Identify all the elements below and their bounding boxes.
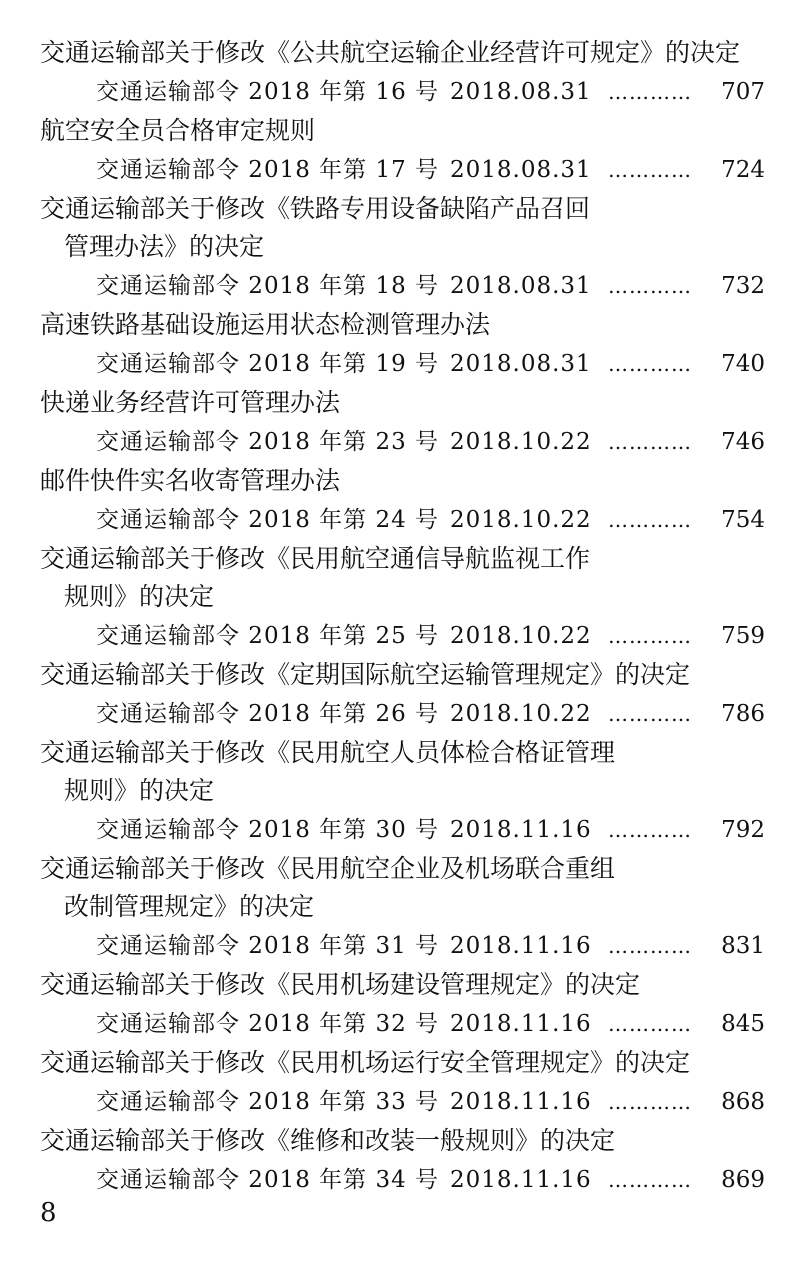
toc-entry — [40, 734, 765, 850]
entry-reference-line — [40, 616, 765, 656]
entry-reference-line — [40, 422, 765, 462]
toc-entry — [40, 306, 765, 384]
entry-reference-line — [40, 926, 765, 966]
entry-title: 交通运输部关于修改《铁路专用设备缺陷产品召回 — [40, 194, 591, 223]
entry-reference-line — [40, 1160, 765, 1200]
entry-title: 交通运输部关于修改《公共航空运输企业经营许可规定》的决定 — [40, 38, 741, 67]
entry-reference-line — [40, 810, 765, 850]
entry-reference-line — [40, 150, 765, 190]
dot-leader: ………… — [608, 274, 692, 298]
page-reference: 831 — [721, 933, 765, 959]
toc-entry — [40, 34, 765, 112]
decree-number: 交通运输部令 2018 年第 30 号 — [96, 817, 440, 843]
dot-leader: ………… — [608, 352, 692, 376]
decree-number: 交通运输部令 2018 年第 34 号 — [96, 1167, 440, 1193]
decree-number: 交通运输部令 2018 年第 17 号 — [96, 157, 440, 183]
entry-title-continuation: 改制管理规定》的决定 — [64, 892, 315, 921]
toc-entry — [40, 384, 765, 462]
decree-number: 交通运输部令 2018 年第 23 号 — [96, 429, 440, 455]
entry-reference-line — [40, 72, 765, 112]
decree-number: 交通运输部令 2018 年第 26 号 — [96, 701, 440, 727]
entry-title: 交通运输部关于修改《民用机场运行安全管理规定》的决定 — [40, 1048, 691, 1077]
dot-leader: ………… — [608, 624, 692, 648]
entry-title: 高速铁路基础设施运用状态检测管理办法 — [40, 310, 491, 339]
toc-entry — [40, 462, 765, 540]
entry-reference-line — [40, 344, 765, 384]
page-reference: 740 — [721, 351, 765, 377]
decree-number: 交通运输部令 2018 年第 32 号 — [96, 1011, 440, 1037]
toc-entry — [40, 966, 765, 1044]
page-reference: 786 — [721, 701, 765, 727]
decree-date: 2018.08.31 — [450, 273, 592, 299]
toc-entry — [40, 656, 765, 734]
decree-date: 2018.11.16 — [450, 817, 592, 843]
entry-title-continuation: 管理办法》的决定 — [64, 232, 265, 261]
page-reference: 746 — [721, 429, 765, 455]
dot-leader: ………… — [608, 158, 692, 182]
decree-number: 交通运输部令 2018 年第 31 号 — [96, 933, 440, 959]
dot-leader: ………… — [608, 1012, 692, 1036]
decree-number: 交通运输部令 2018 年第 18 号 — [96, 273, 440, 299]
decree-date: 2018.08.31 — [450, 79, 592, 105]
page-reference: 845 — [721, 1011, 765, 1037]
dot-leader: ………… — [608, 508, 692, 532]
toc-entry — [40, 1044, 765, 1122]
entry-reference-line — [40, 266, 765, 306]
dot-leader: ………… — [608, 430, 692, 454]
table-of-contents — [40, 34, 765, 1200]
decree-date: 2018.10.22 — [450, 429, 592, 455]
decree-date: 2018.11.16 — [450, 1167, 592, 1193]
decree-number: 交通运输部令 2018 年第 25 号 — [96, 623, 440, 649]
dot-leader: ………… — [608, 934, 692, 958]
entry-reference-line — [40, 694, 765, 734]
dot-leader: ………… — [608, 1090, 692, 1114]
decree-number: 交通运输部令 2018 年第 33 号 — [96, 1089, 440, 1115]
toc-entry — [40, 850, 765, 966]
decree-date: 2018.08.31 — [450, 157, 592, 183]
entry-title: 交通运输部关于修改《民用航空人员体检合格证管理 — [40, 738, 616, 767]
decree-number: 交通运输部令 2018 年第 24 号 — [96, 507, 440, 533]
toc-entry — [40, 112, 765, 190]
entry-title: 邮件快件实名收寄管理办法 — [40, 466, 341, 495]
toc-entry — [40, 190, 765, 306]
page-number: 8 — [40, 1198, 57, 1228]
page-reference: 707 — [721, 79, 765, 105]
decree-number: 交通运输部令 2018 年第 19 号 — [96, 351, 440, 377]
page-reference: 792 — [721, 817, 765, 843]
entry-title: 交通运输部关于修改《民用机场建设管理规定》的决定 — [40, 970, 641, 999]
decree-date: 2018.10.22 — [450, 623, 592, 649]
decree-date: 2018.11.16 — [450, 1011, 592, 1037]
dot-leader: ………… — [608, 80, 692, 104]
dot-leader: ………… — [608, 1168, 692, 1192]
decree-date: 2018.10.22 — [450, 507, 592, 533]
toc-entry — [40, 1122, 765, 1200]
entry-reference-line — [40, 1004, 765, 1044]
page-reference: 754 — [721, 507, 765, 533]
decree-date: 2018.11.16 — [450, 933, 592, 959]
entry-title: 交通运输部关于修改《维修和改装一般规则》的决定 — [40, 1126, 616, 1155]
page-reference: 759 — [721, 623, 765, 649]
entry-title: 快递业务经营许可管理办法 — [40, 388, 341, 417]
entry-title-continuation: 规则》的决定 — [64, 776, 215, 805]
page-reference: 732 — [721, 273, 765, 299]
page-reference: 724 — [721, 157, 765, 183]
entry-reference-line — [40, 500, 765, 540]
entry-reference-line — [40, 1082, 765, 1122]
entry-title: 交通运输部关于修改《民用航空企业及机场联合重组 — [40, 854, 616, 883]
page-reference: 868 — [721, 1089, 765, 1115]
decree-date: 2018.11.16 — [450, 1089, 592, 1115]
decree-number: 交通运输部令 2018 年第 16 号 — [96, 79, 440, 105]
decree-date: 2018.10.22 — [450, 701, 592, 727]
page-reference: 869 — [721, 1167, 765, 1193]
dot-leader: ………… — [608, 818, 692, 842]
entry-title: 交通运输部关于修改《民用航空通信导航监视工作 — [40, 544, 591, 573]
decree-date: 2018.08.31 — [450, 351, 592, 377]
toc-entry — [40, 540, 765, 656]
entry-title: 交通运输部关于修改《定期国际航空运输管理规定》的决定 — [40, 660, 691, 689]
dot-leader: ………… — [608, 702, 692, 726]
entry-title: 航空安全员合格审定规则 — [40, 116, 316, 145]
entry-title-continuation: 规则》的决定 — [64, 582, 215, 611]
